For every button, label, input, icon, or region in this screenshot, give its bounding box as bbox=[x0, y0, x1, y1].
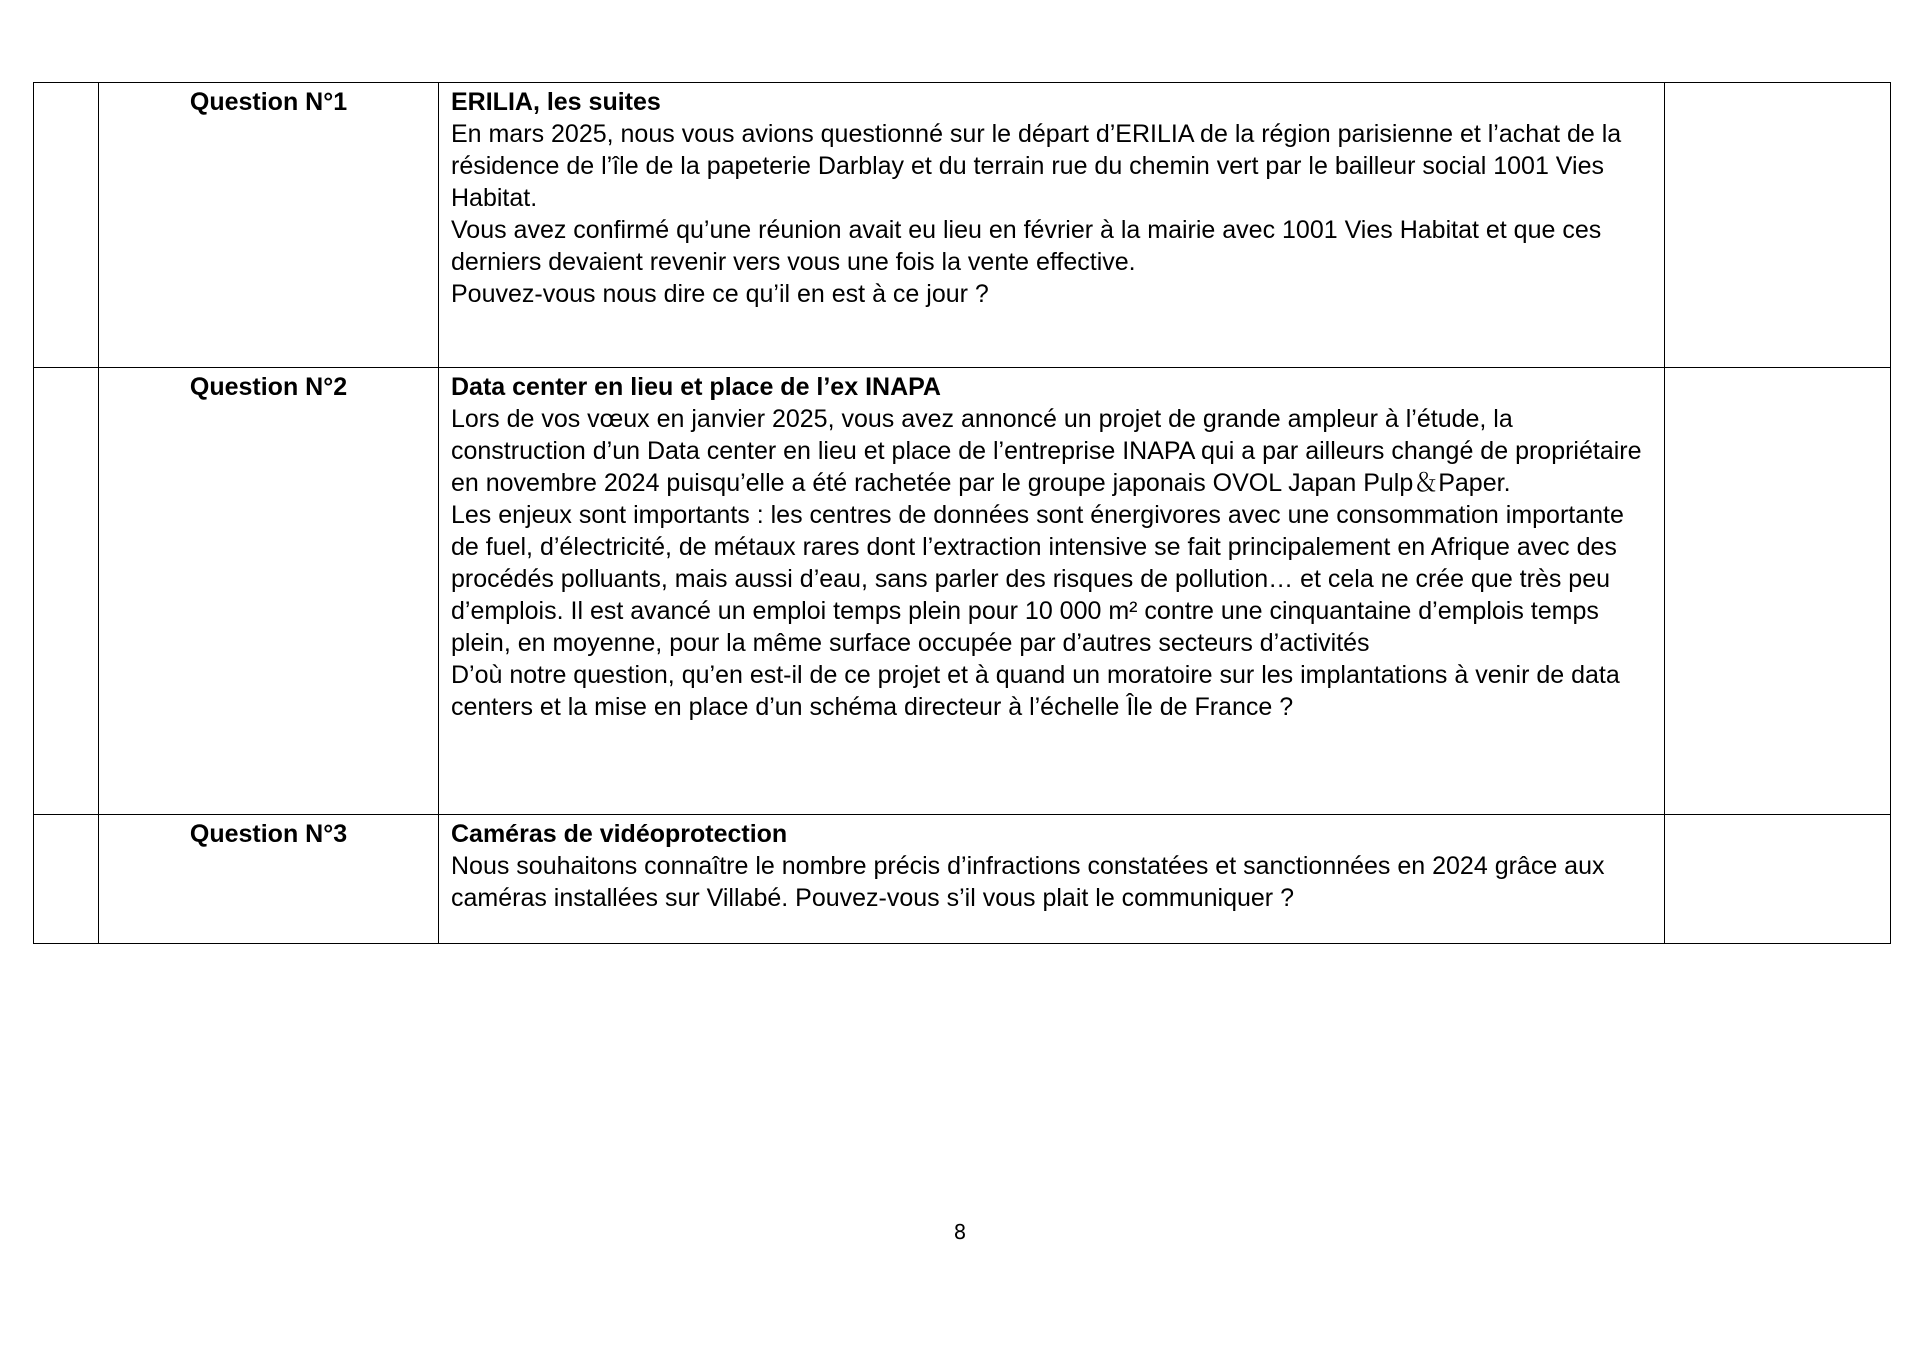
empty-cell-left bbox=[34, 815, 99, 944]
question-content-cell bbox=[439, 815, 1665, 944]
question-title: Data center en lieu et place de l’ex INAPA bbox=[451, 373, 941, 401]
question-row-3 bbox=[34, 815, 1891, 944]
page-number: 8 bbox=[953, 1220, 967, 1244]
question-label: Question N°2 bbox=[189, 373, 348, 401]
empty-cell-right bbox=[1665, 815, 1891, 944]
question-label: Question N°1 bbox=[189, 88, 348, 116]
question-title: Caméras de vidéoprotection bbox=[451, 820, 788, 848]
question-paragraph: Pouvez-vous nous dire ce qu’il en est à ce jour ? bbox=[451, 280, 989, 308]
question-paragraph: Vous avez confirmé qu’une réunion avait eu lieu en février à la mairie avec 1001 Vies Habitat et que ces derniers devaient revenir vers vous une fois la vente effective. bbox=[451, 216, 1602, 276]
question-row-1 bbox=[34, 83, 1891, 368]
question-content-cell bbox=[439, 368, 1665, 815]
question-paragraph: Les enjeux sont importants : les centres de données sont énergivores avec une consommation importante de fuel, d’électricité, de métaux rares dont l’extraction intensive se fait principalement en Afrique avec des procédés polluants, mais aussi d’eau, sans parler des risques de pollution… et cela ne crée que très peu d’emplois. Il est avancé un emploi temps plein pour 10 000 m² contre une cinquantaine d’emplois temps plein, en moyenne, pour la même surface occupée par d’autres secteurs d’activités bbox=[451, 501, 1624, 657]
empty-cell-left bbox=[34, 368, 99, 815]
question-paragraph: En mars 2025, nous vous avions questionné sur le départ d’ERILIA de la région parisienne et l’achat de la résidence de l’île de la papeterie Darblay et du terrain rue du chemin vert par le bailleur social 1001 Vies Habitat. bbox=[451, 120, 1622, 212]
question-paragraph: Nous souhaitons connaître le nombre précis d’infractions constatées et sanctionnées en 2024 grâce aux caméras installées sur Villabé. Pouvez-vous s’il vous plait le communiquer ? bbox=[451, 852, 1605, 912]
question-content-cell bbox=[439, 83, 1665, 368]
question-label-cell bbox=[99, 83, 439, 368]
question-row-2 bbox=[34, 368, 1891, 815]
questions-table bbox=[33, 82, 1891, 944]
question-label-cell bbox=[99, 368, 439, 815]
empty-cell-right bbox=[1665, 83, 1891, 368]
empty-cell-left bbox=[34, 83, 99, 368]
question-paragraph: D’où notre question, qu’en est-il de ce projet et à quand un moratoire sur les implantations à venir de data centers et la mise en place d’un schéma directeur à l’échelle Île de France ? bbox=[451, 661, 1620, 721]
question-label: Question N°3 bbox=[189, 820, 348, 848]
question-title: ERILIA, les suites bbox=[451, 88, 661, 116]
question-paragraph: Lors de vos vœux en janvier 2025, vous avez annoncé un projet de grande ampleur à l’étude, la construction d’un Data center en lieu et place de l’entreprise INAPA qui a par ailleurs changé de propriétaire en novembre 2024 puisqu’elle a été rachetée par le groupe japonais OVOL Japan Pulp＆Paper. bbox=[451, 405, 1642, 497]
empty-cell-right bbox=[1665, 368, 1891, 815]
question-label-cell bbox=[99, 815, 439, 944]
